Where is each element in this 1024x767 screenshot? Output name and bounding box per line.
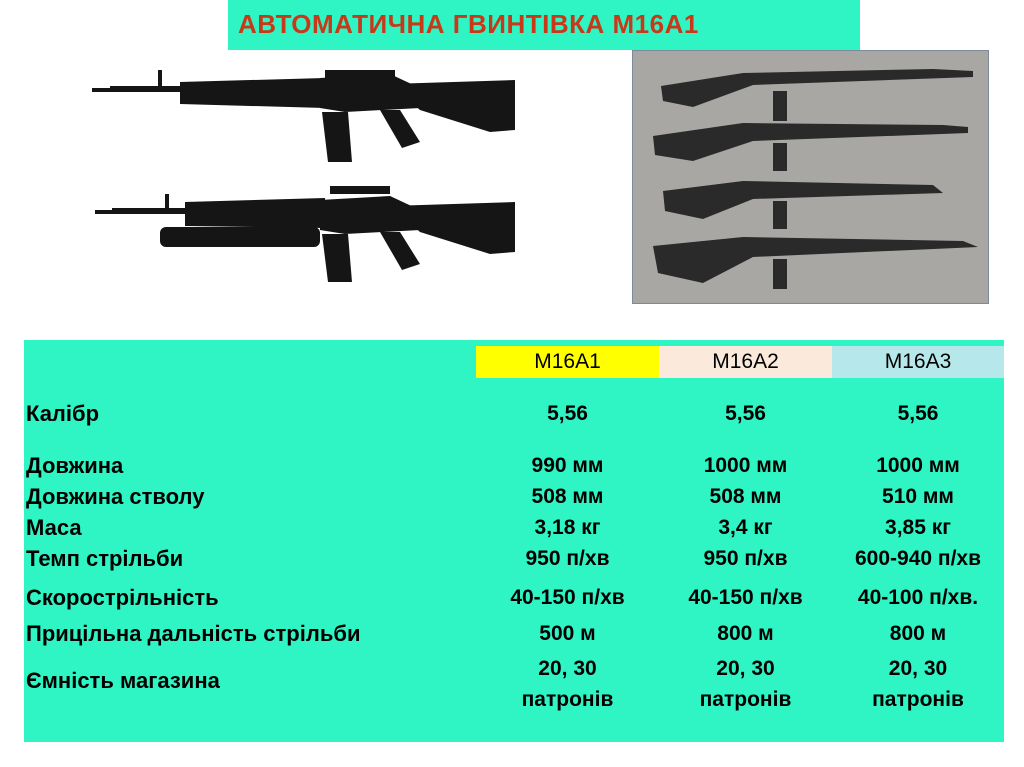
cell-rate-m16a1: 950 п/хв <box>525 547 610 570</box>
column-header-m16a1: М16А1 <box>476 346 659 378</box>
cell-magazine-m16a3-line2: патронів <box>872 688 964 711</box>
cell-length-m16a3: 1000 мм <box>876 454 960 477</box>
title-banner <box>228 0 860 50</box>
rifles-photo <box>632 50 989 304</box>
rifles-image <box>90 60 530 290</box>
cell-rate-m16a2: 950 п/хв <box>703 547 788 570</box>
row-label-magazine-capacity: Ємність магазина <box>26 668 220 693</box>
cell-practical-m16a3: 40-100 п/хв. <box>857 586 979 609</box>
row-label-caliber: Калібр <box>26 401 100 426</box>
cell-range-m16a2: 800 м <box>717 622 774 645</box>
cell-mass-m16a1: 3,18 кг <box>534 516 601 539</box>
cell-mass-m16a3: 3,85 кг <box>885 516 951 539</box>
rifles-photo-icon <box>633 51 988 303</box>
cell-practical-m16a1: 40-150 п/хв <box>510 586 625 609</box>
cell-practical-m16a2: 40-150 п/хв <box>688 586 803 609</box>
cell-magazine-m16a1 <box>476 653 659 715</box>
cell-barrel-m16a2: 508 мм <box>709 485 782 508</box>
cell-magazine-m16a1-line1: 20, 30 <box>538 657 597 680</box>
cell-magazine-m16a1-line2: патронів <box>521 688 614 711</box>
row-label-barrel-length: Довжина стволу <box>26 484 205 509</box>
cell-rate-m16a3: 600-940 п/хв <box>854 547 981 570</box>
cell-caliber-m16a1: 5,56 <box>547 402 588 425</box>
page-title: АВТОМАТИЧНА ГВИНТІВКА М16А1 <box>238 9 699 39</box>
row-label-rate-of-fire: Темп стрільби <box>26 546 184 571</box>
row-label-practical-rate: Скорострільність <box>26 585 219 610</box>
cell-length-m16a2: 1000 мм <box>703 454 788 477</box>
cell-mass-m16a2: 3,4 кг <box>718 516 773 539</box>
cell-caliber-m16a3: 5,56 <box>897 402 939 425</box>
cell-magazine-m16a3-line1: 20, 30 <box>888 657 948 680</box>
cell-barrel-m16a1: 508 мм <box>531 485 604 508</box>
cell-magazine-m16a2-line1: 20, 30 <box>716 657 775 680</box>
cell-magazine-m16a2-line2: патронів <box>699 688 792 711</box>
column-header-m16a2: М16А2 <box>659 346 832 378</box>
cell-magazine-m16a3 <box>832 653 1004 715</box>
row-label-effective-range: Прицільна дальність стрільби <box>26 621 361 646</box>
m16a1-rifle-icon <box>92 70 515 162</box>
cell-barrel-m16a3: 510 мм <box>882 485 954 508</box>
m16a1-m203-rifle-icon <box>95 186 515 282</box>
cell-range-m16a3: 800 м <box>889 622 947 645</box>
cell-range-m16a1: 500 м <box>539 622 596 645</box>
row-label-length: Довжина <box>26 453 124 478</box>
column-header-m16a3: М16А3 <box>832 346 1004 378</box>
row-label-mass: Маса <box>26 515 82 540</box>
cell-caliber-m16a2: 5,56 <box>725 402 766 425</box>
cell-length-m16a1: 990 мм <box>531 454 604 477</box>
cell-magazine-m16a2 <box>659 653 832 715</box>
